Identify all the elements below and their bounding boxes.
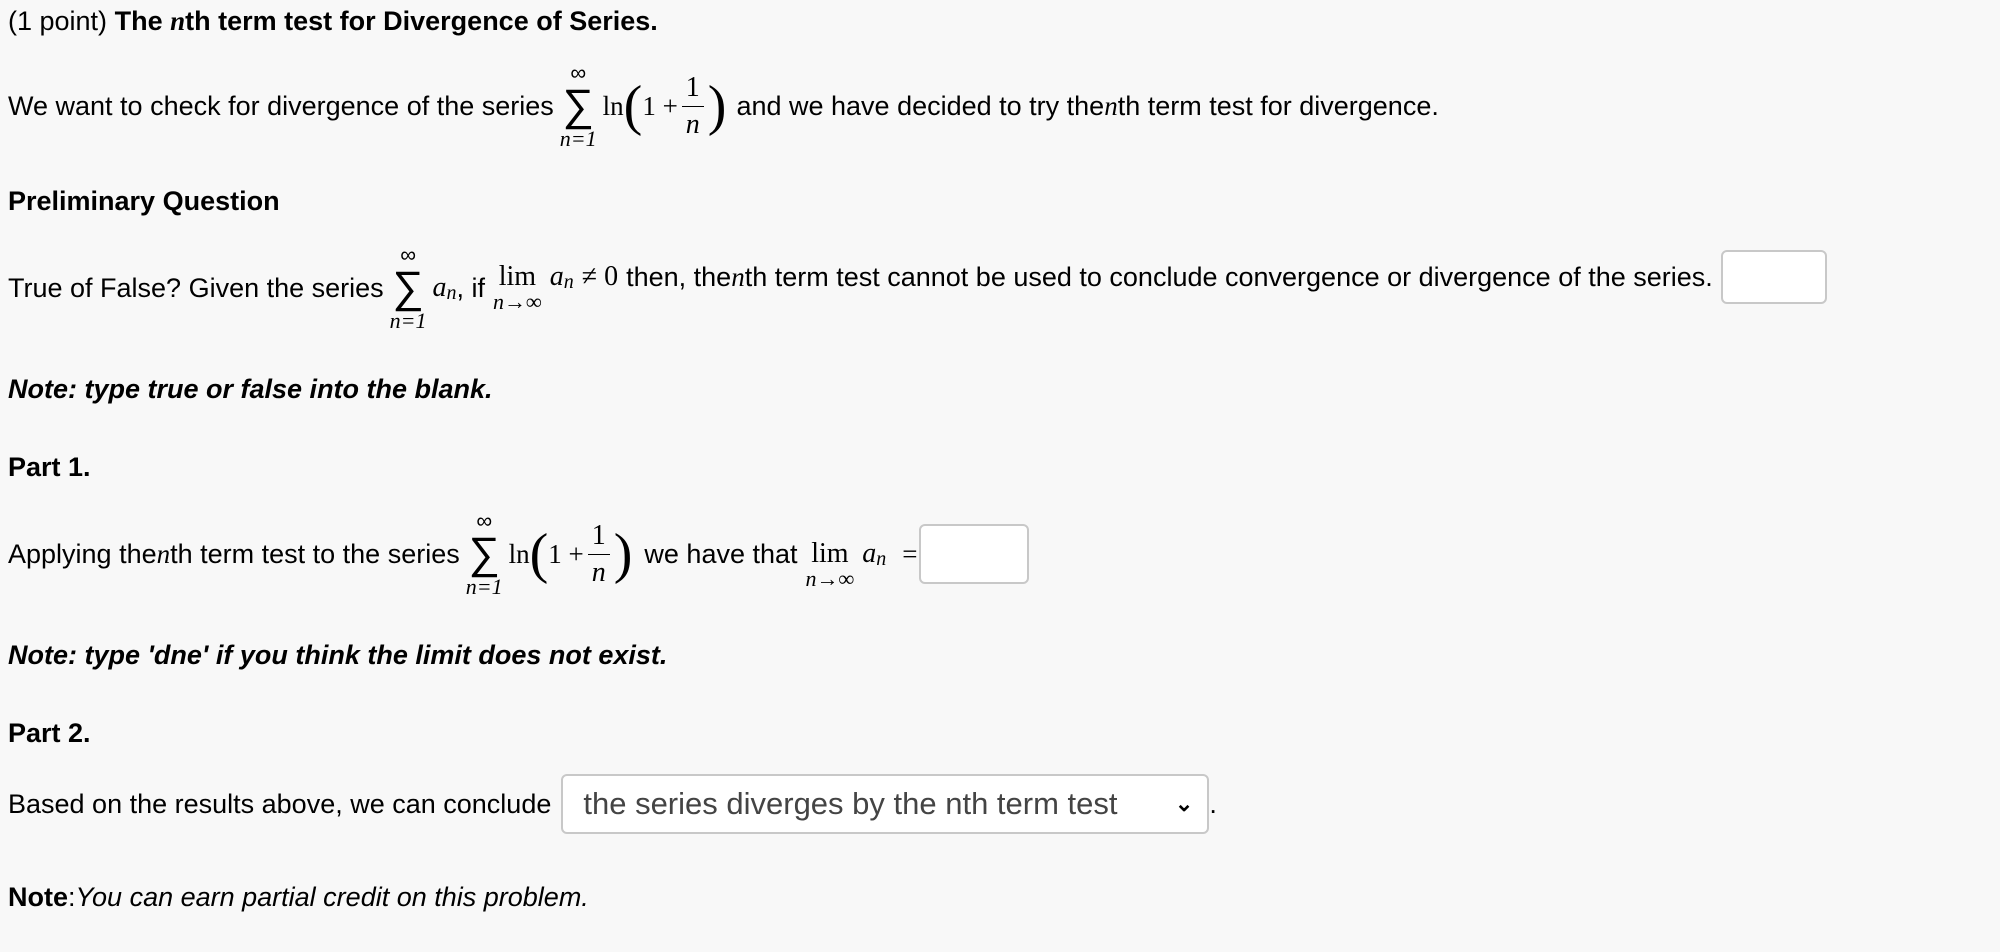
sum-expression: ∞ ∑ n=1 <box>465 508 503 599</box>
points-label: (1 point) <box>8 6 108 36</box>
limit-expression: lim n→∞ <box>805 538 855 591</box>
problem-title: The nth term test for Divergence of Series. <box>114 6 658 36</box>
part2-line: Based on the results above, we can conclude the series diverges by the nth term test ⌄ . <box>8 774 1217 834</box>
part1-note: Note: type 'dne' if you think the limit does not exist. <box>8 640 668 670</box>
preliminary-heading: Preliminary Question <box>8 186 280 216</box>
limit-expression: lim n→∞ <box>493 261 542 314</box>
part1-heading: Part 1. <box>8 452 91 482</box>
intro-text: We want to check for divergence of the series <box>8 90 554 121</box>
problem-header <box>8 6 658 37</box>
sum-expression: ∞ ∑ n=1 <box>559 60 597 151</box>
sum-expression: ∞ ∑ n=1 <box>389 242 427 333</box>
preliminary-note: Note: type true or false into the blank. <box>8 374 493 404</box>
true-false-input[interactable] <box>1721 250 1827 304</box>
footer-note: Note : You can earn partial credit on this problem. <box>8 882 589 912</box>
fraction: $\frac{1}{n}$ <box>588 522 610 587</box>
intro-line: We want to check for divergence of the series ∞ ∑ n=1 ln ( 1 + $\frac{1}{n}$ ) and we have decided to try the n th term test for divergence. <box>8 60 1439 151</box>
part1-line: Applying the n th term test to the series ∞ ∑ n=1 ln ( 1 + $\frac{1}{n}$ ) we have that lim n→∞ a n = <box>8 510 1029 598</box>
conclusion-select[interactable] <box>561 774 1209 834</box>
chevron-down-icon: ⌄ <box>1174 791 1194 816</box>
preliminary-question: True of False? Given the series ∞ ∑ n=1 a n , if lim n→∞ a n ≠ 0 then, the n th term test cannot be used to conclude convergence or divergence of the series. <box>8 244 1827 332</box>
limit-answer-input[interactable] <box>919 524 1029 584</box>
part2-heading: Part 2. <box>8 718 91 748</box>
conclusion-select-value: the series diverges by the nth term test <box>583 786 1118 821</box>
fraction: $\frac{1}{n}$ <box>682 74 704 139</box>
